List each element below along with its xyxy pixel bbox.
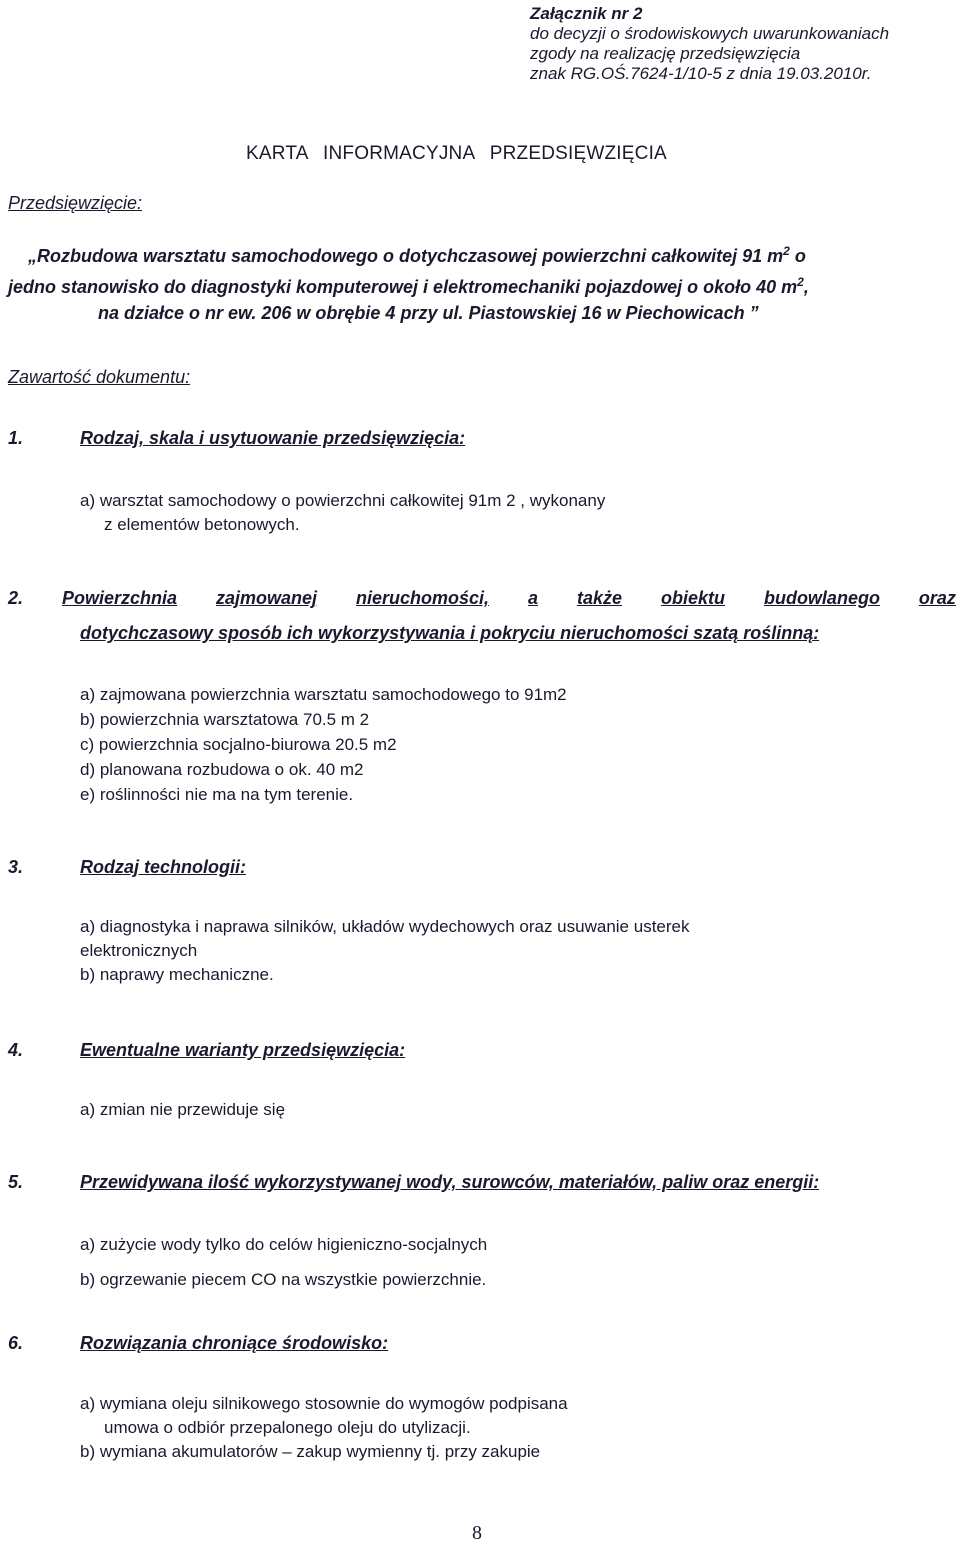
- section-title: Przewidywana ilość wykorzystywanej wody, surowców, materiałów, paliw oraz energii:: [80, 1172, 820, 1192]
- list-item: a) diagnostyka i naprawa silników, układów wydechowych oraz usuwanie usterek: [80, 917, 690, 936]
- list-item: z elementów betonowych.: [104, 515, 300, 534]
- list-item: e) roślinności nie ma na tym terenie.: [80, 785, 354, 804]
- section-number: 1.: [8, 428, 24, 448]
- project-title: „Rozbudowa warsztatu samochodowego o dotychczasowej powierzchni całkowitej 91 $m^2$ o jedno stanowisko do diagnostyki komputerowej i elektromechaniki pojazdowej o około 40 $m^2$, na działce o nr ew. 206 w obrębie 4 przy ul. Piastowskiej 16 w Piechowicach ”: [8, 244, 809, 323]
- page-number: 8: [472, 1522, 482, 1544]
- list-item: b) naprawy mechaniczne.: [80, 965, 274, 984]
- annex-line-reference: znak RG.OŚ.7624-1/10-5 z dnia 19.03.2010r.: [530, 64, 872, 83]
- section-number: 4.: [8, 1040, 24, 1060]
- section-title: Rodzaj, skala i usytuowanie przedsięwzięcia:: [80, 428, 466, 448]
- section-title: Rozwiązania chroniące środowisko:: [80, 1333, 389, 1353]
- section-title: Ewentualne warianty przedsięwzięcia:: [80, 1040, 406, 1060]
- section-number: 2.: [8, 588, 24, 608]
- list-item: a) wymiana oleju silnikowego stosownie do wymogów podpisana: [80, 1394, 568, 1413]
- section-title: Rodzaj technologii:: [80, 857, 246, 877]
- section-2-heading: 2. Powierzchnia zajmowanej nieruchomości, a także obiektu budowlanego oraz: [8, 588, 956, 608]
- list-item: b) wymiana akumulatorów – zakup wymienny tj. przy zakupie: [80, 1442, 541, 1461]
- document-title: KARTA INFORMACYJNA PRZEDSIĘWZIĘCIA: [246, 143, 667, 164]
- annex-line-consent: zgody na realizację przedsięwzięcia: [530, 44, 801, 63]
- section-2-heading-line2: dotychczasowy sposób ich wykorzystywania i pokryciu nieruchomości szatą roślinną:: [80, 623, 820, 643]
- project-label: Przedsięwzięcie:: [8, 193, 143, 213]
- list-item: b) powierzchnia warsztatowa 70.5 m 2: [80, 710, 370, 729]
- list-item: d) planowana rozbudowa o ok. 40 m2: [80, 760, 364, 779]
- section-number: 6.: [8, 1333, 24, 1353]
- section-number: 5.: [8, 1172, 24, 1192]
- list-item: umowa o odbiór przepalonego oleju do utylizacji.: [104, 1418, 471, 1437]
- section-number: 3.: [8, 857, 24, 877]
- list-item: c) powierzchnia socjalno-biurowa 20.5 m2: [80, 735, 397, 754]
- contents-label: Zawartość dokumentu:: [8, 367, 191, 387]
- list-item: b) ogrzewanie piecem CO na wszystkie powierzchnie.: [80, 1270, 487, 1289]
- list-item: a) zajmowana powierzchnia warsztatu samochodowego to 91m2: [80, 685, 567, 704]
- list-item: a) zużycie wody tylko do celów higieniczno-socjalnych: [80, 1235, 488, 1254]
- annex-title: Załącznik nr 2: [530, 4, 643, 23]
- list-item: a) warsztat samochodowy o powierzchni całkowitej 91m 2 , wykonany: [80, 491, 606, 510]
- annex-line-decision: do decyzji o środowiskowych uwarunkowaniach: [530, 24, 890, 43]
- list-item: elektronicznych: [80, 941, 198, 960]
- list-item: a) zmian nie przewiduje się: [80, 1100, 286, 1119]
